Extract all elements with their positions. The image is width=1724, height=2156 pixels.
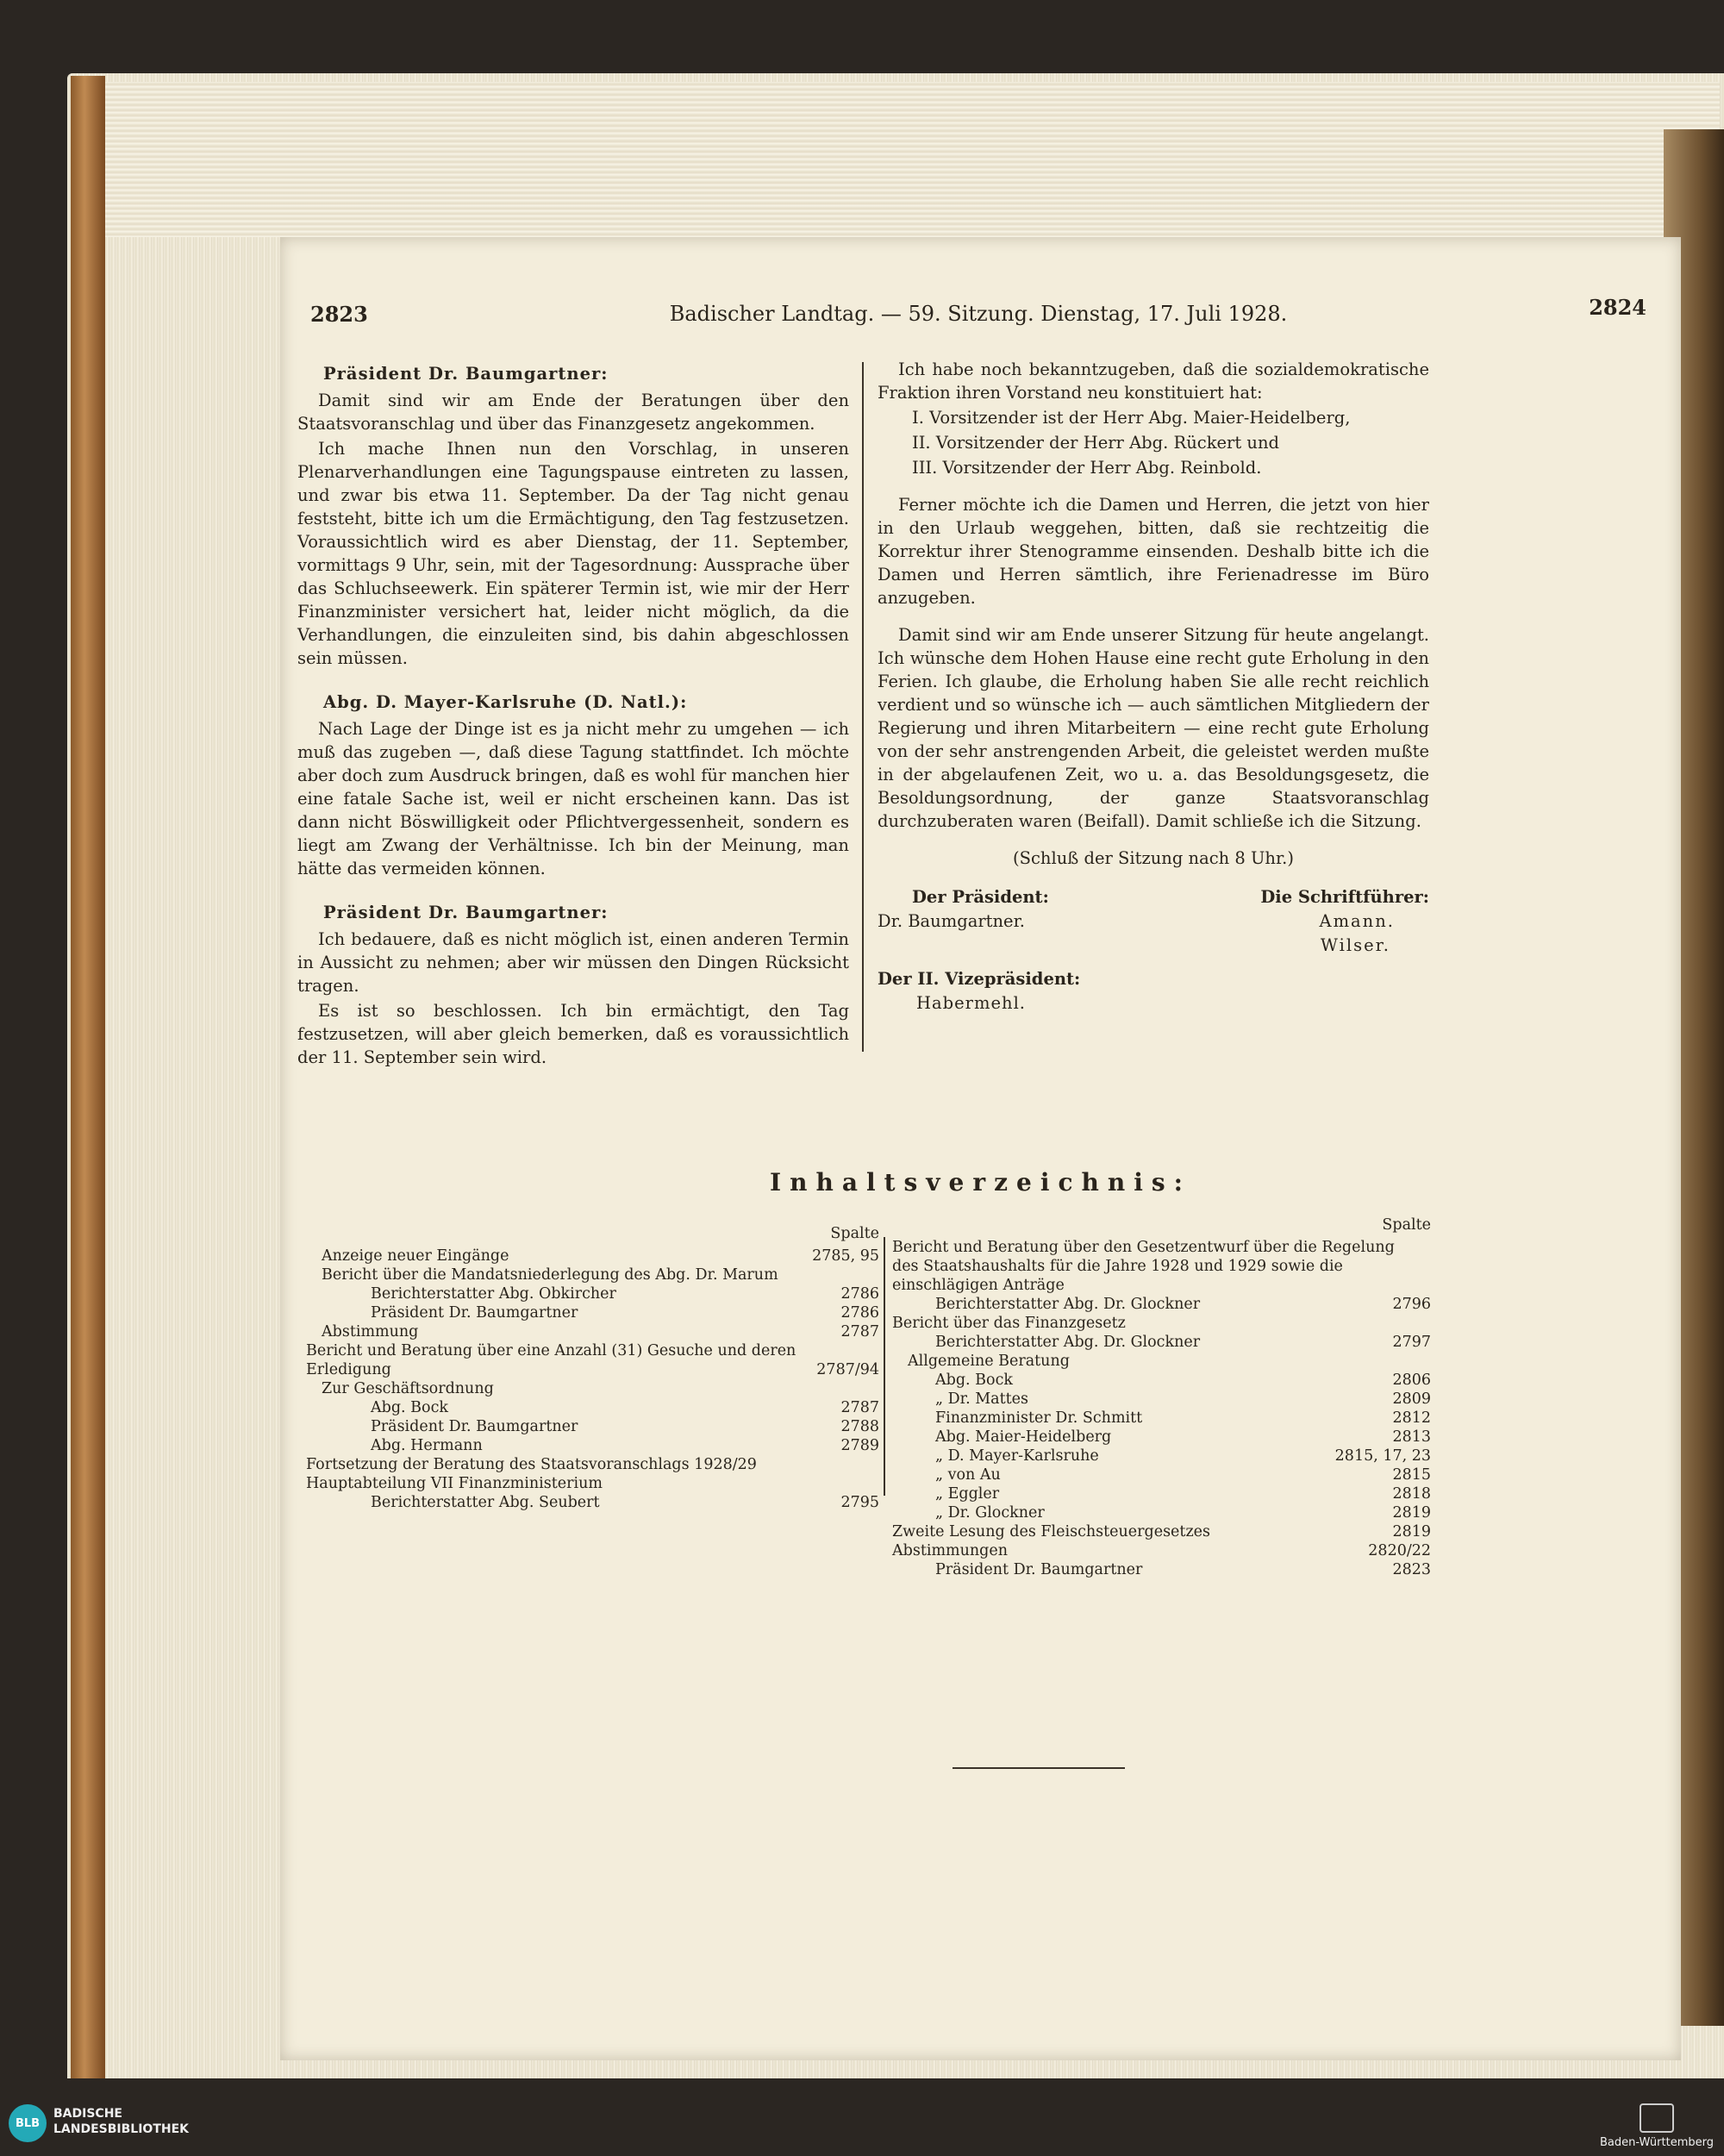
- toc-entry-text: „ Dr. Mattes: [935, 1390, 1028, 1408]
- toc-entry-text: Berichterstatter Abg. Seubert: [371, 1494, 600, 1511]
- paragraph: Ich bedauere, daß es nicht möglich ist, einen anderen Termin in Aussicht zu nehmen; aber wir müssen den Dingen Rücksicht tragen.: [297, 929, 849, 996]
- toc-entry-text: Abg. Bock: [935, 1372, 1013, 1389]
- footer-bar: [0, 2078, 1724, 2156]
- toc-entry-text: Abg. Hermann: [371, 1437, 483, 1454]
- signature-block: [878, 885, 1429, 1015]
- toc-entry: [892, 1333, 1431, 1352]
- toc-entry: [306, 1398, 879, 1417]
- toc-left-column: [306, 1224, 879, 1512]
- paragraph: Ich habe noch bekanntzugeben, daß die sozialdemokratische Fraktion ihren Vorstand neu konstituiert hat:: [878, 359, 1429, 403]
- toc-entry-text: Abstimmung: [322, 1323, 419, 1340]
- toc-entry-text: Zweite Lesung des Fleischsteuergesetzes: [892, 1523, 1211, 1540]
- paragraph: Ferner möchte ich die Damen und Herren, die jetzt von hier in den Urlaub weggehen, bitten, daß sie rechtzeitig die Korrektur ihrer Stenogramme einsenden. Deshalb bitte ich die Damen und Herren sämtlich, ihre Ferienadresse im Büro anzugeben.: [878, 495, 1429, 608]
- toc-entry: [892, 1522, 1431, 1541]
- speaker-heading: Präsident Dr. Baumgartner:: [323, 364, 609, 384]
- left-column: [297, 362, 849, 1071]
- toc-entry: [892, 1428, 1431, 1447]
- paragraph: Ich mache Ihnen nun den Vorschlag, in unseren Plenarverhandlungen eine Tagungspause eintreten zu lassen, und zwar bis etwa 11. September. Da der Tag nicht genau feststeht, bitte ich um die Ermächtigung, den Tag festzusetzen. Voraussichtlich wird es aber Dienstag, der 11. September, vormittags 9 Uhr, sein, mit der Tagesordnung: Aussprache über das Schluchseewerk. Ein späterer Termin ist, wie mir der Herr Finanzminister versichert hat, leider nicht möglich, da die Verhandlungen, die einzuleiten sind, bis dahin abgeschlossen sein müssen.: [297, 439, 849, 668]
- toc-entry-text: „ D. Mayer-Karlsruhe: [935, 1447, 1099, 1465]
- toc-entry-page: 2820/22: [1368, 1542, 1431, 1559]
- toc-entry-text: Präsident Dr. Baumgartner: [935, 1561, 1143, 1578]
- book-spine: [71, 76, 105, 2110]
- toc-entry: [306, 1379, 879, 1398]
- toc-entry-page: 2819: [1392, 1523, 1431, 1540]
- column-divider: [862, 362, 864, 1052]
- vice-president-name: Habermehl.: [916, 993, 1026, 1013]
- blb-logo: BLB: [9, 2104, 47, 2142]
- toc-right-column: [892, 1215, 1431, 1579]
- end-rule: [953, 1767, 1125, 1769]
- toc-entry: [306, 1417, 879, 1436]
- toc-entry-text: Finanzminister Dr. Schmitt: [935, 1409, 1143, 1427]
- book-page: [280, 237, 1681, 2060]
- toc-entry-text: Bericht über die Mandatsniederlegung des Abg. Dr. Marum: [322, 1266, 778, 1284]
- toc-column-header: Spalte: [830, 1225, 879, 1242]
- right-column: [878, 358, 1429, 1015]
- toc-entry-text: Berichterstatter Abg. Dr. Glockner: [935, 1296, 1201, 1313]
- toc-entry-text: Berichterstatter Abg. Obkircher: [371, 1285, 616, 1303]
- toc-entry-page: 2819: [1392, 1504, 1431, 1522]
- toc-entry-page: 2812: [1392, 1409, 1431, 1427]
- president-name: Dr. Baumgartner.: [878, 911, 1025, 931]
- toc-entry: [306, 1493, 879, 1512]
- toc-entry-page: 2788: [840, 1418, 879, 1435]
- toc-entry-text: „ von Au: [935, 1466, 1001, 1484]
- toc-entry: [306, 1322, 879, 1341]
- toc-entry-text: Abstimmungen: [892, 1542, 1009, 1559]
- toc-entry: [892, 1371, 1431, 1390]
- toc-entry: [892, 1314, 1431, 1333]
- toc-entry: [892, 1447, 1431, 1465]
- toc-entry: [306, 1265, 879, 1284]
- toc-entry: [892, 1352, 1431, 1371]
- toc-entry-page: 2795: [840, 1494, 879, 1511]
- toc-title: Inhaltsverzeichnis:: [770, 1168, 1191, 1197]
- bw-logo: Baden-Württemberg: [1600, 2103, 1714, 2149]
- toc-entry-page: 2786: [840, 1304, 879, 1322]
- toc-entry-text: Abg. Bock: [371, 1399, 448, 1416]
- toc-entry-page: 2786: [840, 1285, 879, 1303]
- toc-entry: [306, 1436, 879, 1455]
- toc-entry-page: 2787: [840, 1399, 879, 1416]
- toc-entry: [892, 1465, 1431, 1484]
- toc-entry: [306, 1284, 879, 1303]
- page-stack-top: [99, 82, 1720, 237]
- toc-entry-page: 2785, 95: [812, 1247, 879, 1265]
- page-number-right: 2824: [1589, 295, 1646, 320]
- toc-entry-page: 2815: [1392, 1466, 1431, 1484]
- vice-president-label: Der II. Vizepräsident:: [878, 969, 1081, 989]
- toc-entry-text: Anzeige neuer Eingänge: [322, 1247, 509, 1265]
- list-item: II. Vorsitzender der Herr Abg. Rückert und: [912, 433, 1280, 453]
- toc-entry-text: „ Dr. Glockner: [935, 1504, 1045, 1522]
- toc-entry: [892, 1560, 1431, 1579]
- toc-entry-page: 2806: [1392, 1372, 1431, 1389]
- toc-entry-text: Bericht und Beratung über eine Anzahl (31) Gesuche und deren Erledigung: [306, 1342, 796, 1378]
- toc-entry: [892, 1409, 1431, 1428]
- toc-entry-page: 2815, 17, 23: [1334, 1447, 1431, 1465]
- toc-entry-page: 2787: [840, 1323, 879, 1340]
- page-number-left: 2823: [310, 302, 368, 327]
- toc-entry-text: Bericht über das Finanzgesetz: [892, 1315, 1126, 1332]
- toc-entry-text: „ Eggler: [935, 1485, 1000, 1503]
- toc-entry-text: Abg. Maier-Heidelberg: [935, 1428, 1112, 1446]
- crest-icon: [1640, 2103, 1674, 2133]
- toc-entry: [892, 1484, 1431, 1503]
- toc-entry-page: 2813: [1392, 1428, 1431, 1446]
- toc-column-header: Spalte: [1382, 1216, 1431, 1234]
- toc-entry: [306, 1303, 879, 1322]
- board-list: [878, 406, 1429, 479]
- toc-entry: [892, 1503, 1431, 1522]
- toc-entry: [892, 1541, 1431, 1560]
- toc-entry: [306, 1455, 879, 1493]
- speaker-heading: Präsident Dr. Baumgartner:: [323, 903, 609, 922]
- toc-entry: [892, 1238, 1431, 1295]
- toc-entry-page: 2796: [1392, 1296, 1431, 1313]
- toc-entry-text: Berichterstatter Abg. Dr. Glockner: [935, 1334, 1201, 1351]
- paragraph: Damit sind wir am Ende unserer Sitzung für heute angelangt. Ich wünsche dem Hohen Hause eine recht gute Erholung in den Ferien. Ich glaube, die Erholung haben Sie alle recht reichlich verdient und so wünsche ich — auch sämtlichen Mitgliedern der Regierung und ihren Mitarbeitern — eine recht gute Erholung von der sehr anstrengenden Arbeit, die geleistet werden mußte in der abgelaufenen Zeit, wo u. a. das Besoldungsgesetz, die Besoldungsordnung, der ganze Staatsvoranschlag durchzuberaten waren (Beifall). Damit schließe ich die Sitzung.: [878, 625, 1429, 831]
- toc-entry-text: Präsident Dr. Baumgartner: [371, 1418, 578, 1435]
- running-title: Badischer Landtag. — 59. Sitzung. Dienstag, 17. Juli 1928.: [669, 302, 1288, 326]
- paragraph: Damit sind wir am Ende der Beratungen über den Staatsvoranschlag und über das Finanzgesetz angekommen.: [297, 391, 849, 434]
- closing-note: (Schluß der Sitzung nach 8 Uhr.): [1013, 848, 1294, 868]
- toc-entry: [892, 1390, 1431, 1409]
- toc-entry-text: Präsident Dr. Baumgartner: [371, 1304, 578, 1322]
- paragraph: Es ist so beschlossen. Ich bin ermächtigt, den Tag festzusetzen, will aber gleich bemerken, daß es voraussichtlich der 11. September sein wird.: [297, 1001, 849, 1067]
- toc-entry-page: 2797: [1392, 1334, 1431, 1351]
- toc-entry-text: Zur Geschäftsordnung: [322, 1380, 494, 1397]
- toc-entry-text: Allgemeine Beratung: [908, 1353, 1070, 1370]
- list-item: I. Vorsitzender ist der Herr Abg. Maier-Heidelberg,: [912, 408, 1351, 428]
- toc-entry-page: 2818: [1392, 1485, 1431, 1503]
- president-label: Der Präsident:: [912, 887, 1049, 907]
- list-item: III. Vorsitzender der Herr Abg. Reinbold.: [912, 458, 1262, 478]
- toc-entry-page: 2787/94: [816, 1361, 879, 1378]
- toc-divider: [884, 1237, 885, 1496]
- secretary-name: Amann.: [1319, 911, 1395, 931]
- running-header: [310, 295, 1646, 336]
- paragraph: Nach Lage der Dinge ist es ja nicht mehr zu umgehen — ich muß das zugeben —, daß diese Tagung stattfindet. Ich möchte aber doch zum Ausdruck bringen, daß es wohl für manchen hier eine fatale Sache ist, weil er nicht erscheinen kann. Das ist dann nicht Böswilligkeit oder Pflichtvergessenheit, sondern es liegt am Zwang der Verhältnisse. Ich bin der Meinung, man hätte das vermeiden können.: [297, 719, 849, 878]
- speaker-heading: Abg. D. Mayer-Karlsruhe (D. Natl.):: [323, 692, 688, 712]
- secretary-name: Wilser.: [1320, 935, 1390, 955]
- toc-entry-text: Bericht und Beratung über den Gesetzentwurf über die Regelung des Staatshaushalts für die Jahre 1928 und 1929 sowie die einschlägigen Anträge: [892, 1239, 1395, 1294]
- toc-entry: [892, 1295, 1431, 1314]
- toc-entry-page: 2809: [1392, 1390, 1431, 1408]
- toc-entry-page: 2823: [1392, 1561, 1431, 1578]
- secretaries-label: Die Schriftführer:: [1260, 887, 1429, 907]
- toc-entry: [306, 1341, 879, 1379]
- library-name: BADISCHE LANDESBIBLIOTHEK: [53, 2107, 190, 2136]
- toc-entry: [306, 1247, 879, 1265]
- toc-entry-text: Fortsetzung der Beratung des Staatsvoranschlags 1928/29 Hauptabteilung VII Finanzministerium: [306, 1456, 757, 1492]
- toc-entry-page: 2789: [840, 1437, 879, 1454]
